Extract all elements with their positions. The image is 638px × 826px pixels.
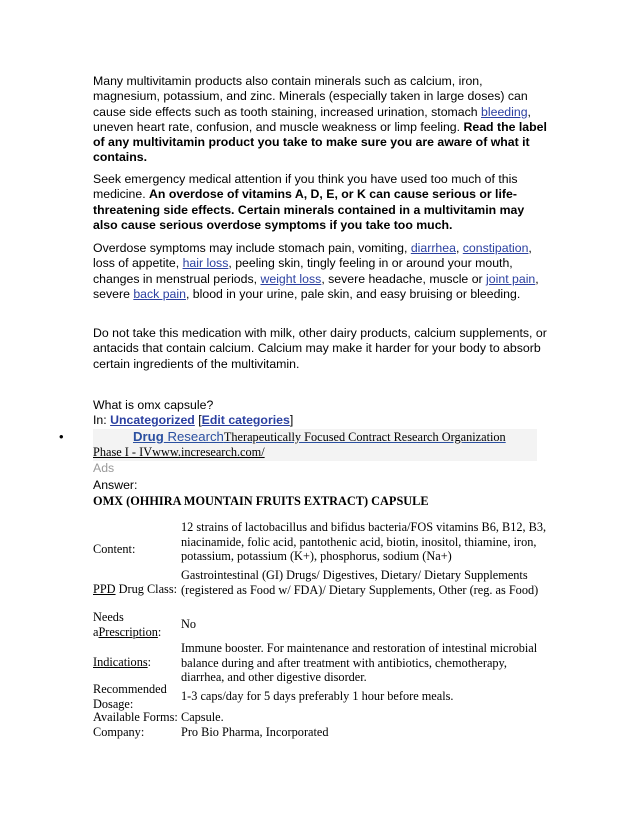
forms-value: Capsule. bbox=[181, 710, 224, 724]
ppd-link[interactable]: PPD bbox=[93, 582, 116, 596]
drug-class-label bbox=[93, 582, 183, 597]
content-label: Content: bbox=[93, 542, 136, 556]
text: , peeling skin, tingly feeling in or around your mouth, changes in menstrual periods, bbox=[93, 256, 513, 286]
forms-label: Available Forms: bbox=[93, 710, 178, 724]
text: , severe bbox=[93, 271, 539, 301]
text: , blood in your urine, pale skin, and easy bruising or bleeding. bbox=[185, 286, 521, 301]
ad-row[interactable] bbox=[93, 429, 537, 461]
link-back-pain[interactable]: back pain bbox=[133, 286, 186, 301]
text: : bbox=[157, 624, 162, 639]
ad-link[interactable] bbox=[133, 429, 506, 445]
link-constipation[interactable]: constipation bbox=[462, 241, 529, 255]
text: , loss of appetite, bbox=[93, 241, 532, 271]
text: : bbox=[147, 655, 152, 669]
ad-url[interactable]: Phase I - IVwww.incresearch.com/ bbox=[93, 445, 265, 459]
dosage-value: 1-3 caps/day for 5 days preferably 1 hour before meals. bbox=[181, 689, 454, 703]
bracket: [ bbox=[194, 413, 202, 427]
text: , uneven heart rate, confusion, and muscle weakness or limp feeling. bbox=[93, 104, 531, 134]
text: Many multivitamin products also contain minerals such as calcium, iron, magnesium, potassium, and zinc. Minerals (especially taken in large doses) can cause side effects such as tooth staining, increased urination, stomach bbox=[93, 74, 528, 119]
ad-research: Research bbox=[163, 429, 224, 444]
dosage-label bbox=[93, 682, 179, 711]
prescription-link[interactable]: Prescription bbox=[98, 624, 158, 639]
category-link[interactable]: Uncategorized bbox=[110, 413, 195, 427]
company-value: Pro Bio Pharma, Incorporated bbox=[181, 725, 329, 739]
text: Dosage: bbox=[93, 696, 134, 711]
company-label: Company: bbox=[93, 725, 145, 739]
ads-label: Ads bbox=[93, 461, 115, 475]
bold-warning: An overdose of vitamins A, D, E, or K can cause serious or life-threatening side effects. Certain minerals contained in a multivitamin may also cause serious overdose symptoms if you take too much. bbox=[93, 187, 525, 232]
text: Drug Class: bbox=[115, 582, 178, 596]
prescription-label bbox=[93, 610, 179, 639]
indications-link[interactable]: Indications bbox=[93, 655, 148, 669]
link-joint-pain[interactable]: joint pain bbox=[486, 271, 536, 286]
paragraph-overdose-warning bbox=[93, 172, 548, 233]
question-title: What is omx capsule? bbox=[93, 398, 214, 412]
text: Needs bbox=[93, 610, 124, 624]
link-weight-loss[interactable]: weight loss bbox=[260, 271, 322, 286]
in-label: In: bbox=[93, 413, 111, 427]
content-value: 12 strains of lactobacillus and bifidus bacteria/FOS vitamins B6, B12, B3, niacinamide, folic acid, pantothenic acid, biotin, inositol, thiamine, iron, potassium, potassium (K+), phosphorus, sodium (Na+) bbox=[181, 520, 547, 564]
edit-categories-link[interactable]: Edit categories bbox=[201, 413, 290, 427]
indications-value: Immune booster. For maintenance and restoration of intestinal microbial balance during and after treatment with antibiotics, chemotherapy, diarrhea, and other digestive disorder. bbox=[181, 641, 538, 685]
link-bleeding[interactable]: bleeding bbox=[481, 104, 528, 119]
bracket: ] bbox=[289, 413, 294, 427]
link-hair-loss[interactable]: hair loss bbox=[182, 256, 229, 271]
prescription-value: No bbox=[181, 617, 197, 631]
text: Overdose symptoms may include stomach pain, vomiting, bbox=[93, 241, 411, 255]
text: , bbox=[455, 241, 463, 255]
product-title: OMX (OHHIRA MOUNTAIN FRUITS EXTRACT) CAPSULE bbox=[93, 494, 429, 508]
question-categories bbox=[93, 413, 548, 428]
text: , severe headache, muscle or bbox=[321, 271, 487, 286]
bold-warning: Read the label of any multivitamin product you take to make sure you are aware of what it contains. bbox=[93, 119, 547, 165]
ad-description: Therapeutically Focused Contract Research Organization bbox=[223, 430, 506, 444]
indications-label bbox=[93, 655, 179, 670]
text: Seek emergency medical attention if you think you have used too much of this medicine. bbox=[93, 172, 518, 202]
text: Recommended bbox=[93, 682, 167, 696]
list-bullet: • bbox=[59, 429, 64, 444]
link-diarrhea[interactable]: diarrhea bbox=[410, 241, 456, 255]
paragraph-minerals bbox=[93, 74, 548, 166]
ad-drug: Drug bbox=[133, 429, 164, 444]
answer-label: Answer: bbox=[93, 478, 138, 492]
drug-class-value: Gastrointestinal (GI) Drugs/ Digestives, Dietary/ Dietary Supplements (registered as Food w/ FDA)/ Dietary Supplements, Other (reg. as Food) bbox=[181, 568, 539, 597]
paragraph-overdose-symptoms bbox=[93, 241, 548, 302]
text: a bbox=[93, 624, 99, 639]
paragraph-calcium: Do not take this medication with milk, other dairy products, calcium supplements, or antacids that contain calcium. Calcium may make it harder for your body to absorb certain ingredients of the multivitamin. bbox=[93, 326, 547, 371]
